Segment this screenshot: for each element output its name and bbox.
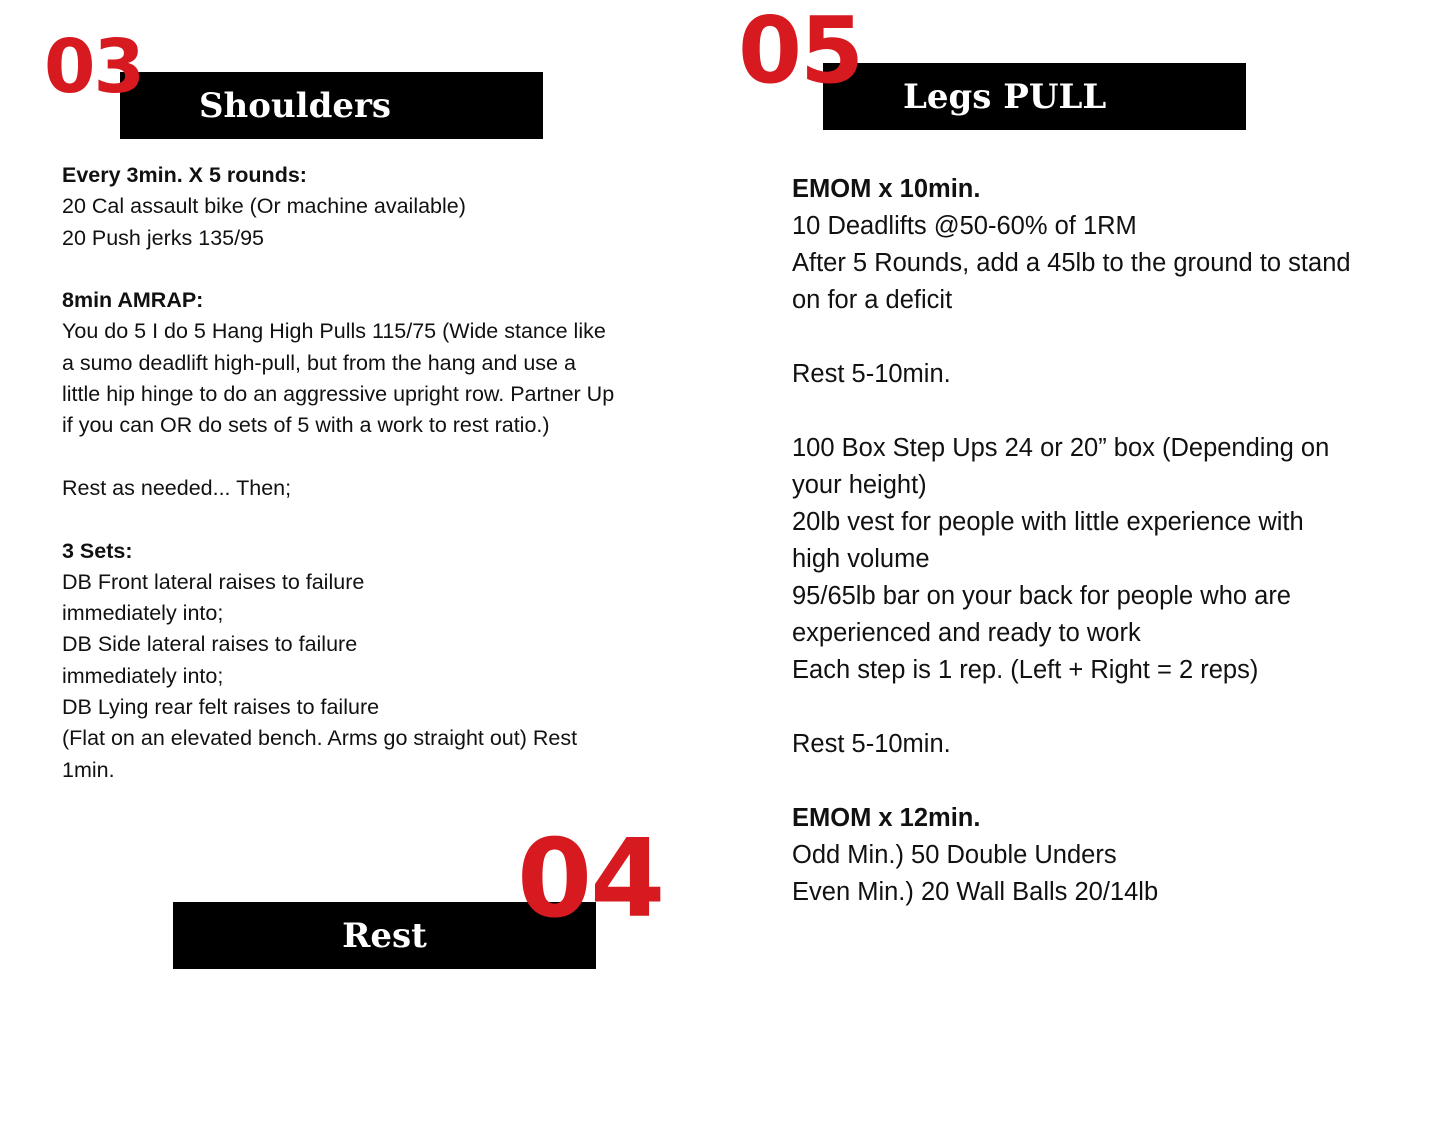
text-line: Odd Min.) 50 Double Unders [792, 841, 1117, 869]
blank-line [62, 254, 662, 285]
text-line: immediately into; [62, 663, 224, 688]
section-heading-line: 3 Sets: [62, 538, 133, 563]
text-line: Rest as needed... Then; [62, 475, 292, 500]
text-line: a sumo deadlift high-pull, but from the hang and use a [62, 350, 576, 375]
text-line: DB Lying rear felt raises to failure [62, 695, 380, 720]
text-line: 20 Push jerks 135/95 [62, 225, 264, 250]
text-line: little hip hinge to do an aggressive upright row. Partner Up [62, 382, 615, 407]
text-line: 10 Deadlifts @50-60% of 1RM [792, 212, 1137, 240]
text-line: experienced and ready to work [792, 619, 1141, 647]
text-line: 20 Cal assault bike (Or machine available) [62, 194, 466, 219]
text-line: 1min. [62, 757, 115, 782]
section-05-title-bar [823, 63, 1246, 130]
text-line: if you can OR do sets of 5 with a work to rest ratio.) [62, 413, 550, 438]
blank-line [792, 393, 1412, 430]
section-05-title: Legs PULL [903, 76, 1107, 117]
text-line: 100 Box Step Ups 24 or 20” box (Depending on [792, 434, 1330, 462]
text-line: You do 5 I do 5 Hang High Pulls 115/75 (Wide stance like [62, 319, 606, 344]
section-05-number: 05 [738, 0, 863, 104]
text-line: Even Min.) 20 Wall Balls 20/14lb [792, 878, 1159, 906]
blank-line [792, 689, 1412, 726]
blank-line [62, 504, 662, 535]
text-line: 95/65lb bar on your back for people who are [792, 582, 1291, 610]
text-line: After 5 Rounds, add a 45lb to the ground to stand [792, 249, 1351, 277]
text-line: Each step is 1 rep. (Left + Right = 2 reps) [792, 656, 1259, 684]
text-line: Rest 5-10min. [792, 730, 951, 758]
blank-line [62, 442, 662, 473]
blank-line [792, 319, 1412, 356]
section-03-title-bar [120, 72, 543, 139]
blank-line [792, 763, 1412, 800]
section-03-workout-text [62, 160, 662, 786]
section-03-title: Shoulders [199, 85, 392, 126]
section-04-number: 04 [517, 817, 664, 942]
text-line: your height) [792, 471, 927, 499]
section-04-title: Rest [342, 915, 427, 956]
text-line: 20lb vest for people with little experience with [792, 508, 1304, 536]
section-heading-line: EMOM x 12min. [792, 804, 981, 832]
text-line: Rest 5-10min. [792, 360, 951, 388]
section-heading-line: EMOM x 10min. [792, 175, 981, 203]
text-line: on for a deficit [792, 286, 953, 314]
section-heading-line: Every 3min. X 5 rounds: [62, 163, 307, 187]
text-line: high volume [792, 545, 930, 573]
section-05-workout-text [792, 171, 1412, 911]
text-line: (Flat on an elevated bench. Arms go straight out) Rest [62, 726, 578, 751]
section-03-number: 03 [44, 24, 143, 110]
text-line: DB Side lateral raises to failure [62, 632, 358, 657]
section-heading-line: 8min AMRAP: [62, 288, 204, 313]
text-line: DB Front lateral raises to failure [62, 569, 365, 594]
text-line: immediately into; [62, 601, 224, 626]
